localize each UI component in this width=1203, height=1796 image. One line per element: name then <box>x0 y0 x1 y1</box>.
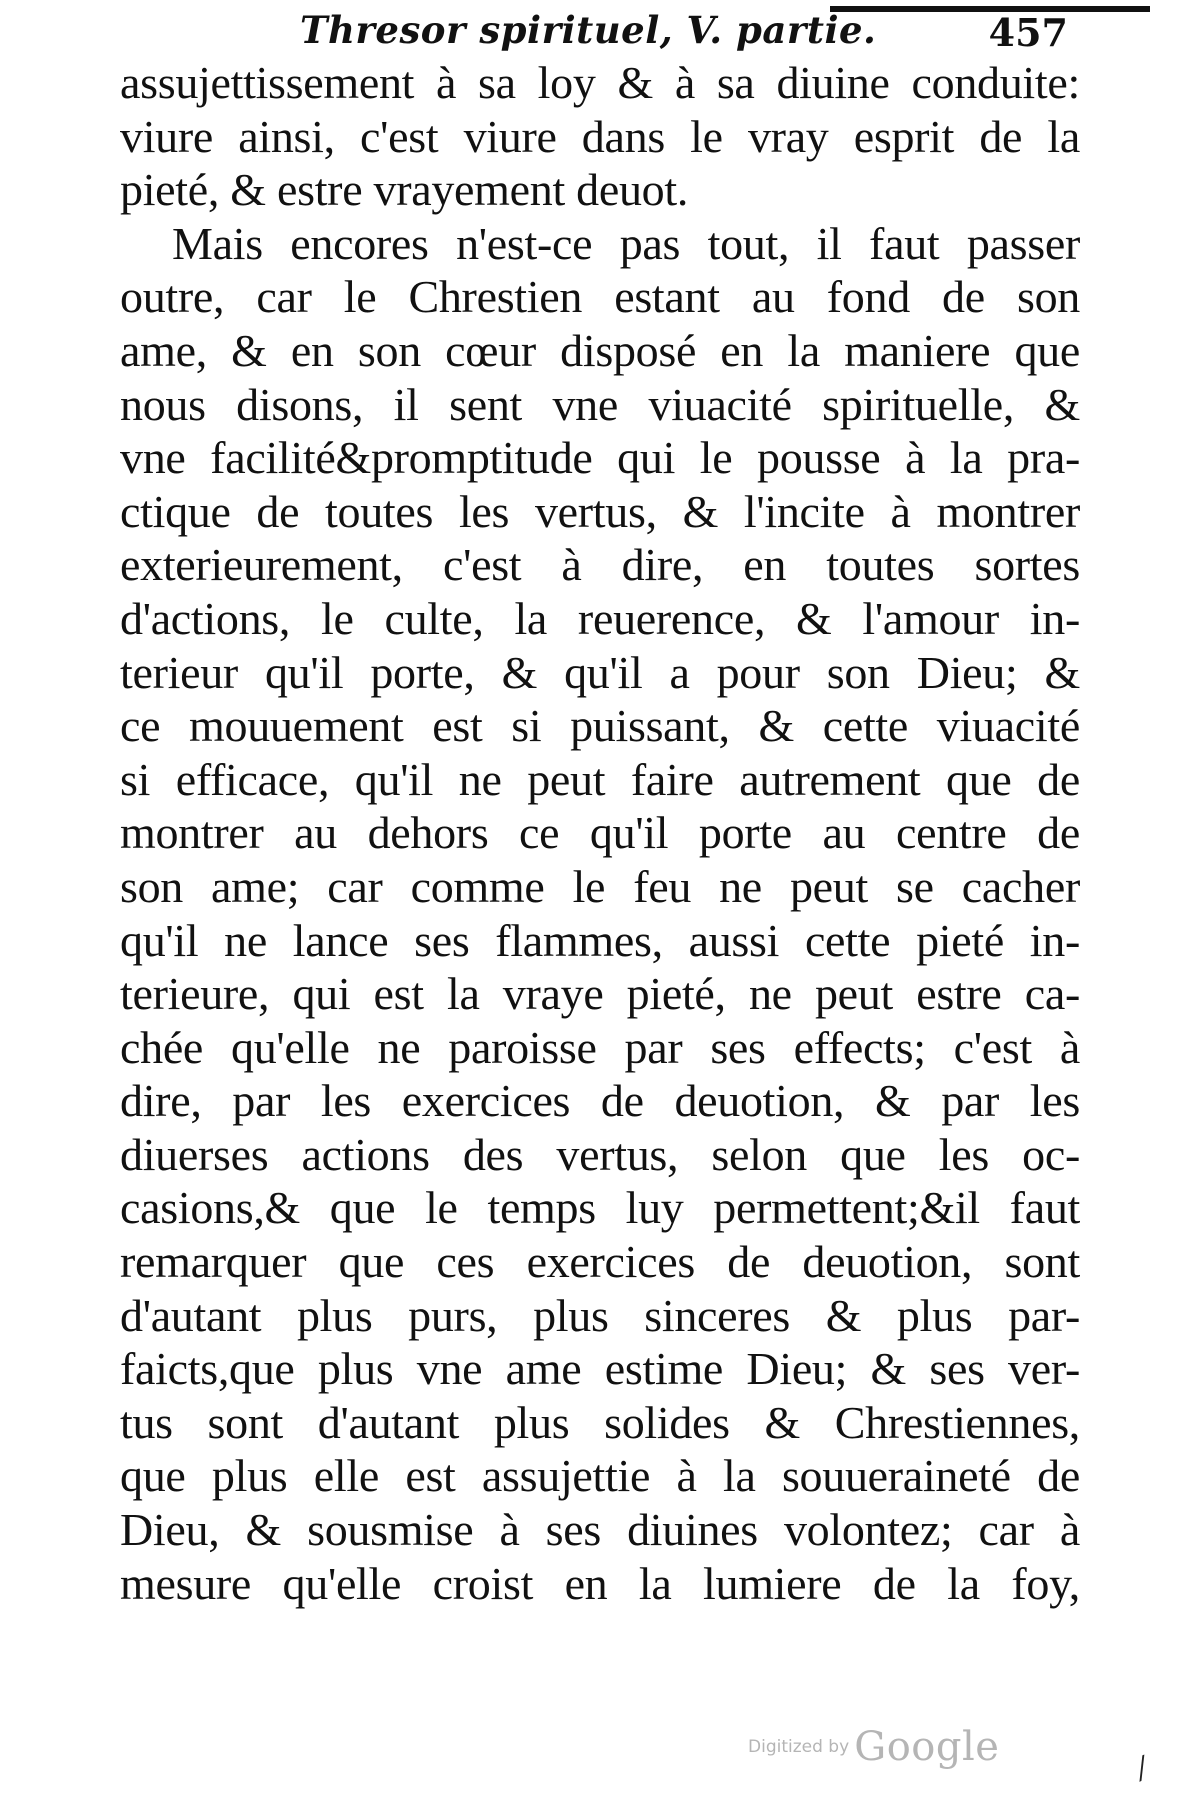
running-head: Thresor spirituel, V. partie. <box>300 8 877 52</box>
body-text <box>120 56 1080 1610</box>
text-line: ame, & en son cœur disposé en la maniere que <box>120 324 1080 376</box>
text-line: pieté, & estre vrayement deuot. <box>120 164 689 216</box>
text-line: qu'il ne lance ses flammes, aussi cette pieté in- <box>120 914 1080 966</box>
text-line: Mais encores n'est-ce pas tout, il faut passer <box>172 217 1080 269</box>
text-line: vne facilité&promptitude qui le pousse à la pra- <box>120 432 1080 484</box>
page-corner-mark-icon: ⁄ <box>1132 1752 1153 1787</box>
text-line: assujettissement à sa loy & à sa diuine conduite: <box>120 57 1080 108</box>
text-line: montrer au dehors ce qu'il porte au centre de <box>120 807 1080 859</box>
text-line: faicts,que plus vne ame estime Dieu; & ses ver- <box>120 1343 1080 1395</box>
digitized-watermark <box>748 1724 999 1770</box>
text-line: terieure, qui est la vraye pieté, ne peut estre ca- <box>120 968 1080 1020</box>
text-line: Dieu, & sousmise à ses diuines volontez; car à <box>120 1504 1080 1556</box>
text-line: dire, par les exercices de deuotion, & par les <box>120 1075 1080 1127</box>
text-line: tus sont d'autant plus solides & Chrestiennes, <box>120 1396 1080 1448</box>
text-line: diuerses actions des vertus, selon que les oc- <box>120 1128 1080 1180</box>
text-line: casions,& que le temps luy permettent;&il faut <box>120 1182 1080 1234</box>
text-line: si efficace, qu'il ne peut faire autrement que de <box>120 753 1080 805</box>
text-line: d'actions, le culte, la reuerence, & l'amour in- <box>120 592 1080 644</box>
text-line: outre, car le Chrestien estant au fond de son <box>120 271 1080 323</box>
text-line: remarquer que ces exercices de deuotion, sont <box>120 1236 1080 1288</box>
text-line: mesure qu'elle croist en la lumiere de la foy, <box>120 1557 1080 1609</box>
text-line: ce mouuement est si puissant, & cette viuacité <box>120 700 1080 752</box>
text-line: chée qu'elle ne paroisse par ses effects; c'est à <box>120 1021 1080 1073</box>
text-line: d'autant plus purs, plus sinceres & plus par- <box>120 1289 1080 1341</box>
page-header <box>120 8 1080 56</box>
text-line: ctique de toutes les vertus, & l'incite à montrer <box>120 485 1080 537</box>
text-line: terieur qu'il porte, & qu'il a pour son Dieu; & <box>120 646 1080 698</box>
text-line: nous disons, il sent vne viuacité spirituelle, & <box>120 378 1080 430</box>
page-number: 457 <box>988 10 1068 55</box>
watermark-prefix: Digitized by <box>748 1737 850 1757</box>
text-line: exterieurement, c'est à dire, en toutes sortes <box>120 539 1080 591</box>
text-line: son ame; car comme le feu ne peut se cacher <box>120 860 1080 912</box>
text-line: que plus elle est assujettie à la souueraineté de <box>120 1450 1080 1502</box>
text-line: viure ainsi, c'est viure dans le vray esprit de la <box>120 110 1080 162</box>
watermark-logo: Google <box>854 1724 1000 1770</box>
